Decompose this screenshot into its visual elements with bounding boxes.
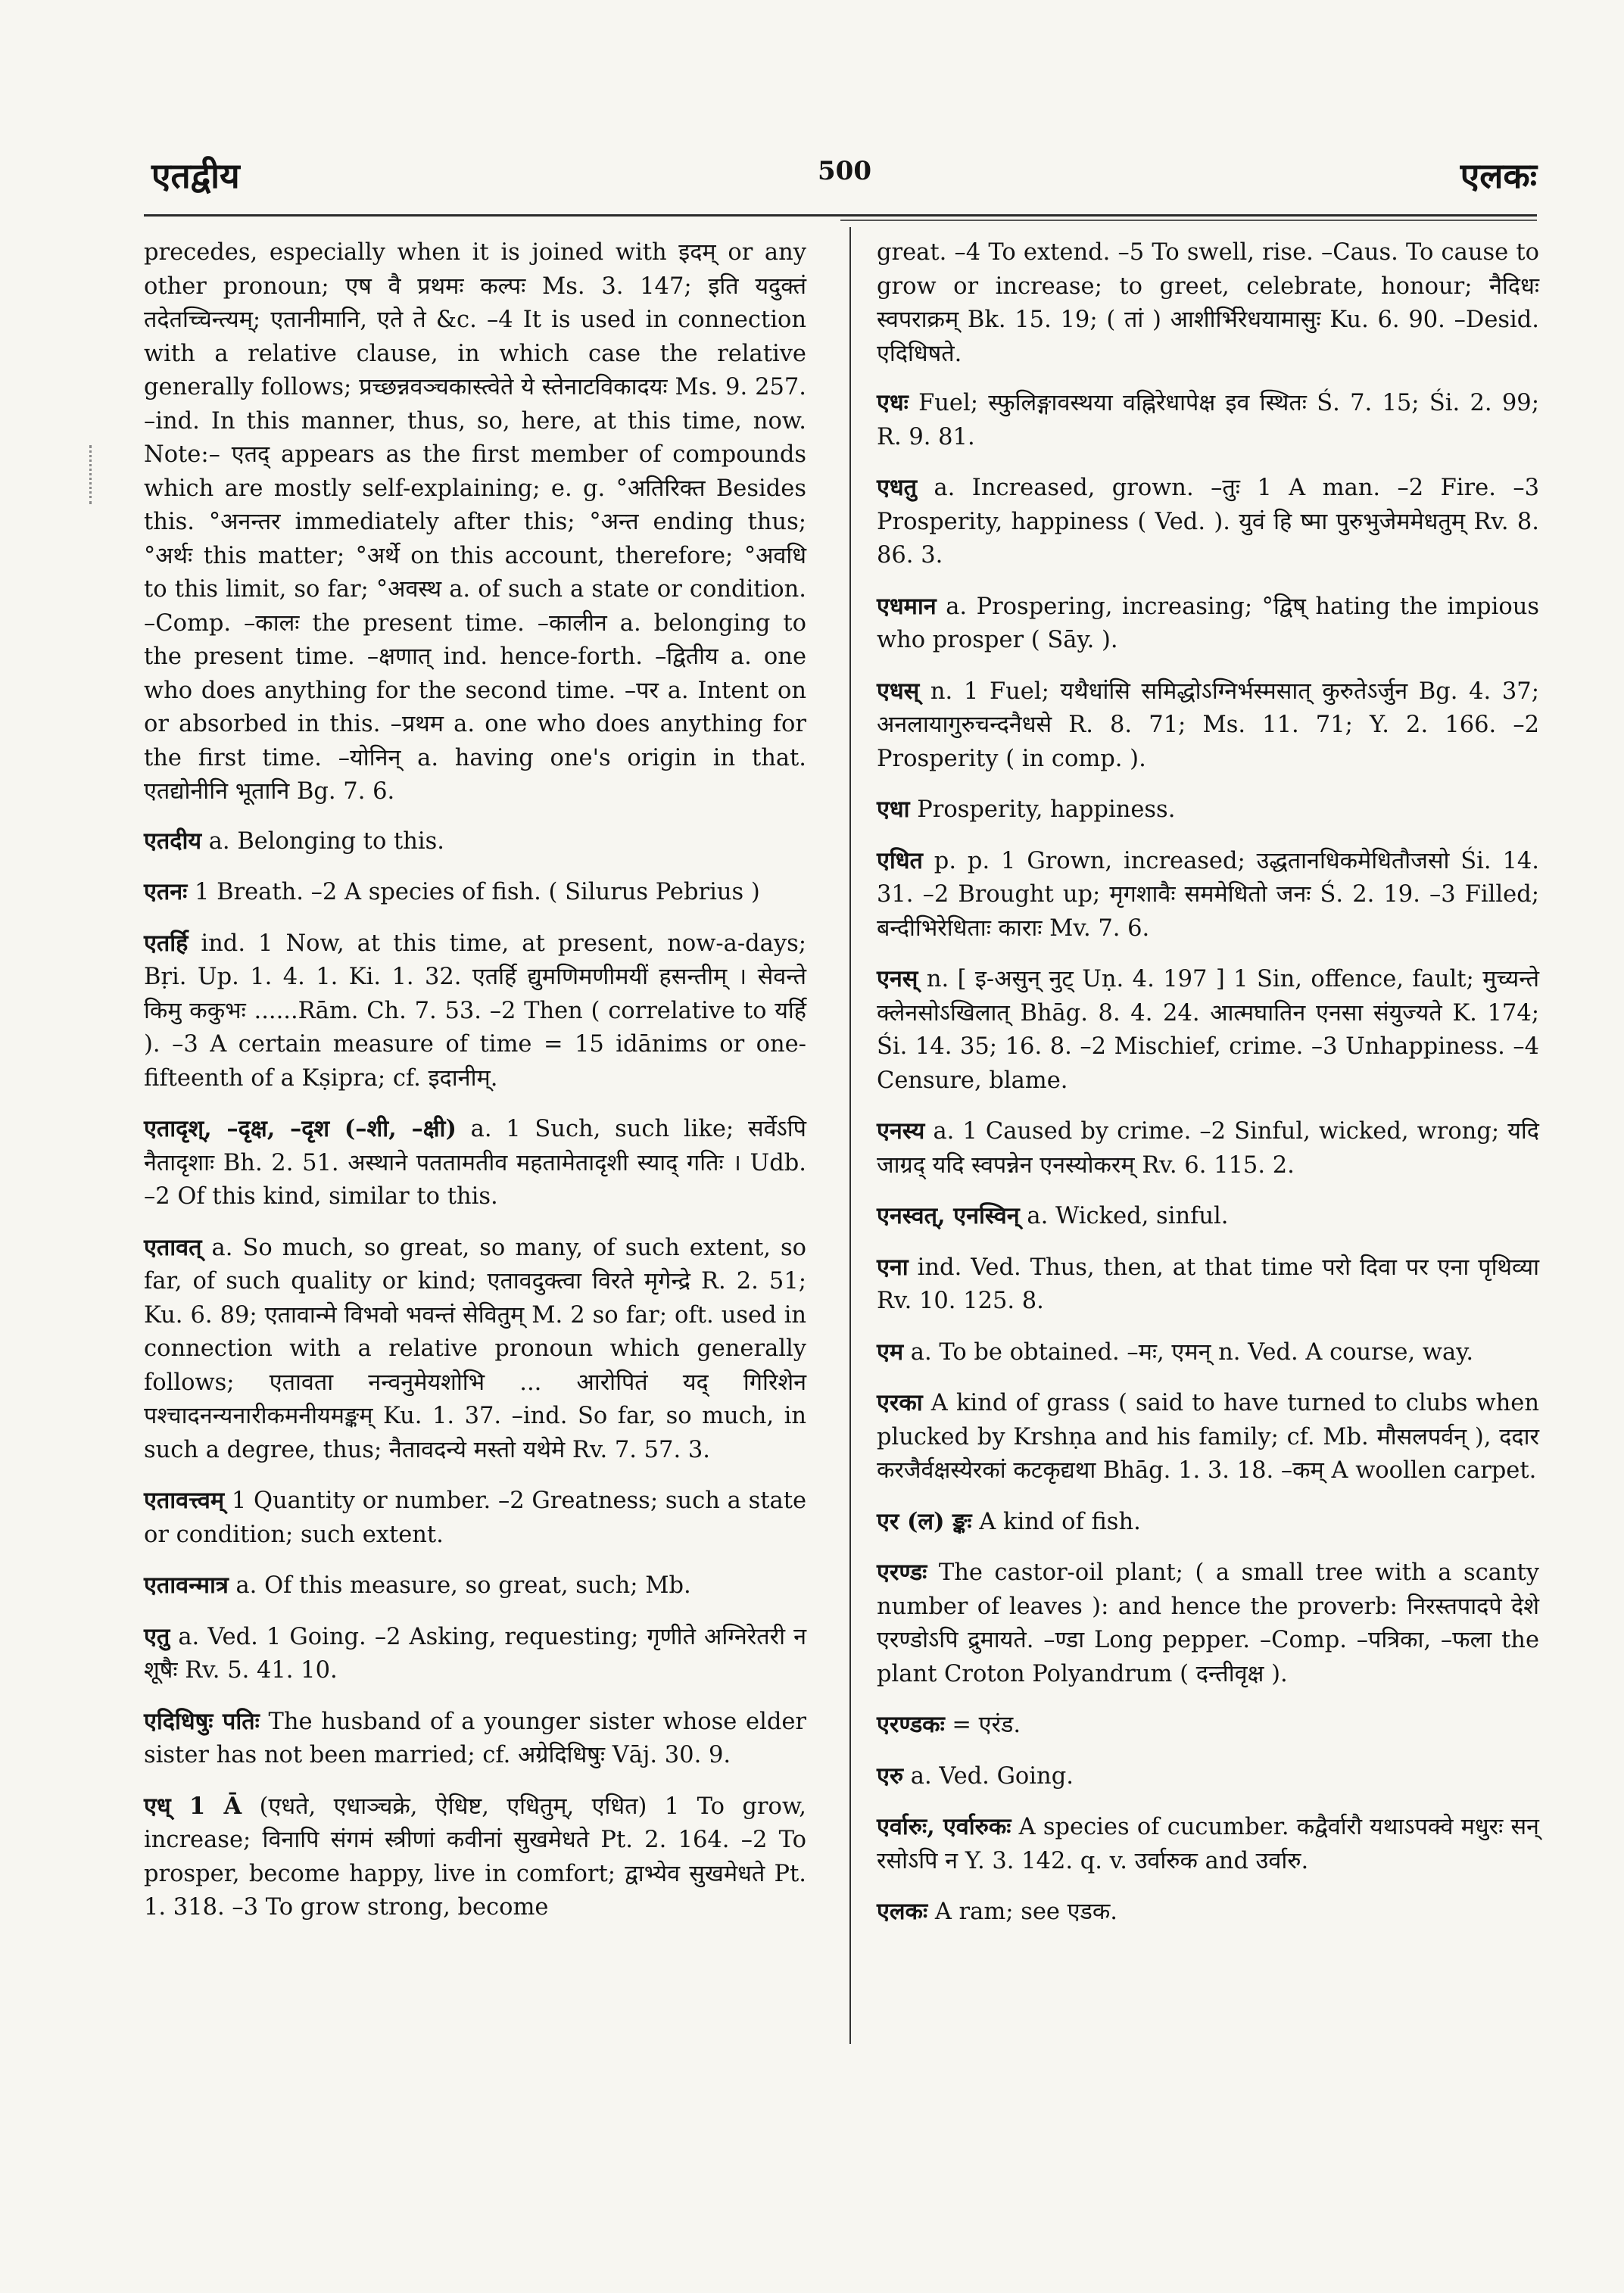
entry-paragraph	[144, 875, 806, 910]
page-header	[144, 151, 1537, 204]
dictionary-entry	[877, 1199, 1539, 1234]
entry-headword: एधः	[877, 389, 909, 416]
entry-paragraph	[877, 1505, 1539, 1540]
dictionary-entry	[877, 675, 1539, 777]
entry-headword: एरका	[877, 1389, 923, 1416]
entry-definition: a. 1 Caused by crime. –2 Sinful, wicked, wrong; यदि जाग्रद् यदि स्वपन्नेन एनस्योकरम् Rv. 6. 115. 2.	[877, 1118, 1539, 1179]
entry-paragraph	[144, 1620, 806, 1688]
continuation-text: precedes, especially when it is joined with इदम् or any other pronoun; एष वै प्रथमः कल्पः Ms. 3. 147; इति यदुक्तं तदेतच्चिन्त्यम्; एतानीमानि, एते ते &c. –4 It is used in connection with a relative clause, in which case the relative generally follows; प्रच्छन्नवञ्चकास्त्वेते ये स्तेनाटविकादयः Ms. 9. 257. –ind. In this manner, thus, so, here, at this time, now. Note:– एतद् appears as the first member of compounds which are mostly self-explaining; e. g. °अतिरिक्त Besides this. °अनन्तर immediately after this; °अन्त ending thus; °अर्थः this matter; °अर्थे on this account, therefore; °अवधि to this limit, so far; °अवस्थ a. of such a state or condition. –Comp. –कालः the present time. –कालीन a. belonging to the present time. –क्षणात् ind. hence-forth. –द्वितीय a. one who does anything for the second time. –पर a. Intent on or absorbed in this. –प्रथम a. one who does anything for the first time. –योनिन् a. having one's origin in that. एतद्योनीनि भूतानि Bg. 7. 6.	[144, 239, 806, 805]
entry-headword: एतनः	[144, 878, 188, 905]
entry-headword: एधा	[877, 796, 910, 823]
entry-paragraph	[144, 1484, 806, 1552]
dictionary-entry	[877, 1556, 1539, 1691]
entry-definition: The husband of a younger sister whose elder sister has not been married; cf. अग्रेदिधिषुः Vāj. 30. 9.	[144, 1708, 807, 1768]
entry-paragraph	[877, 471, 1539, 573]
entry-headword: एतावत्	[144, 1233, 202, 1261]
entry-paragraph	[877, 1199, 1539, 1234]
entry-paragraph	[144, 1112, 806, 1214]
dictionary-entry	[877, 1895, 1539, 1930]
entry-definition: a. Ved. 1 Going. –2 Asking, requesting; गृणीते अग्निरेतरी न शूषैः Rv. 5. 41. 10.	[144, 1623, 806, 1684]
entry-paragraph	[877, 1386, 1539, 1488]
entry-definition: A ram; see एडक.	[927, 1899, 1117, 1925]
entry-paragraph	[877, 1251, 1539, 1319]
dictionary-entry	[144, 927, 806, 1096]
entry-headword: एधतु	[877, 474, 918, 501]
dictionary-entry	[144, 1112, 806, 1214]
entry-headword: एतावन्मात्र	[144, 1572, 229, 1599]
dictionary-entry	[877, 1505, 1539, 1540]
dictionary-entry	[877, 471, 1539, 573]
entry-definition: Prosperity, happiness.	[909, 796, 1176, 823]
entry-headword: एधस्	[877, 677, 920, 705]
entry-headword: एतावत्त्वम्	[144, 1487, 225, 1514]
dictionary-entry	[877, 590, 1539, 658]
entry-headword: एधमान	[877, 592, 937, 620]
entry-definition: n. 1 Fuel; यथैधांसि समिद्धोऽग्निर्भस्मसात् कुरुतेऽर्जुन Bg. 4. 37; अनलायागुरुचन्दनैधसे R. 8. 71; Ms. 11. 71; Y. 2. 166. –2 Prosperity ( in comp. ).	[877, 678, 1539, 772]
dictionary-entry	[877, 844, 1539, 946]
entry-paragraph	[877, 793, 1539, 827]
entry-headword: एतु	[144, 1622, 170, 1650]
entry-headword: एर (ल) ङ्कः	[877, 1507, 972, 1535]
entry-paragraph	[144, 1705, 806, 1773]
entry-paragraph	[144, 1231, 806, 1468]
left-entries	[144, 824, 806, 1925]
continuation-text: great. –4 To extend. –5 To swell, rise. –Caus. To cause to grow or increase; to greet, celebrate, honour; नैदिधः स्वपराक्रम् Bk. 15. 19; ( तां ) आशीर्भिरेधयामासुः Ku. 6. 90. –Desid. एदिधिषते.	[877, 239, 1539, 367]
dictionary-entry	[877, 793, 1539, 827]
entry-definition: a. 1 Such, such like; सर्वेऽपि नैतादृशाः Bh. 2. 51. अस्थाने पततामतीव महतामेतादृशी स्याद् गतिः । Udb. –2 Of this kind, similar to this.	[144, 1116, 806, 1210]
entry-definition: Fuel; स्फुलिङ्गावस्थया वह्निरेधापेक्ष इव स्थितः Ś. 7. 15; Śi. 2. 99; R. 9. 81.	[877, 390, 1539, 450]
dictionary-entry	[144, 1231, 806, 1468]
entry-definition: a. Of this measure, so great, such; Mb.	[228, 1572, 691, 1599]
dictionary-entry	[877, 1251, 1539, 1319]
entry-headword: एर्वारुः, एर्वारुकः	[877, 1813, 1011, 1840]
entry-definition: a. Ved. Going.	[903, 1762, 1074, 1790]
entry-definition: a. So much, so great, so many, of such extent, so far, of such quality or kind; एतावदुक्त्वा विरते मृगेन्द्रे R. 2. 51; Ku. 6. 89; एतावान्मे विभवो भवन्तं सेवितुम् M. 2 so far; oft. used in connection with a relative pronoun which generally follows; एतावता नन्वनुमेयशोभि ... आरोपितं यद् गिरिशेन पश्चादनन्यनारीकमनीयमङ्कम् Ku. 1. 37. –ind. So far, so much, in such a degree, thus; नैतावदन्ये मस्तो यथेमे Rv. 7. 57. 3.	[144, 1234, 806, 1463]
entry-definition: The castor-oil plant; ( a small tree with a scanty number of leaves ): and hence the proverb: निरस्तपादपे देशे एरण्डोऽपि द्रुमायते. –ण्डा Long pepper. –Comp. –पत्रिका, –फला the plant Croton Polyandrum ( दन्तीवृक्ष ).	[877, 1559, 1539, 1687]
entry-definition: ind. Ved. Thus, then, at that time परो दिवा पर एना पृथिव्या Rv. 10. 125. 8.	[877, 1254, 1539, 1314]
entry-definition: A kind of fish.	[971, 1508, 1141, 1535]
entry-definition: a. Increased, grown. –तुः 1 A man. –2 Fire. –3 Prosperity, happiness ( Ved. ). युवं हि ष्मा पुरुभुजेममेधतुम् Rv. 8. 86. 3.	[877, 475, 1539, 569]
entry-definition: p. p. 1 Grown, increased; उद्धतानधिकमेधितौजसो Śi. 14. 31. –2 Brought up; मृगशावैः सममेधितो जनः Ś. 2. 19. –3 Filled; बन्दीभिरेधिताः काराः Mv. 7. 6.	[877, 847, 1539, 942]
right-guide-word: एलकः	[1460, 155, 1537, 196]
entry-headword: एनस्य	[877, 1117, 925, 1145]
entry-headword: एलकः	[877, 1898, 928, 1925]
header-rule	[144, 214, 1537, 217]
entry-definition: n. [ इ-असुन् नुट् Uṇ. 4. 197 ] 1 Sin, offence, fault; मुच्यन्ते क्लेनसोऽखिलात् Bhāg. 8. 4. 24. आत्मघातिन एनसा संयुज्यते K. 174; Śi. 14. 35; 16. 8. –2 Mischief, crime. –3 Unhappiness. –4 Censure, blame.	[877, 966, 1539, 1094]
page-number: 500	[818, 156, 871, 186]
dictionary-entry	[144, 1620, 806, 1688]
left-column	[144, 236, 806, 1942]
dictionary-entry	[877, 1810, 1539, 1878]
entry-paragraph	[144, 1790, 806, 1925]
entry-definition: 1 Quantity or number. –2 Greatness; such a state or condition; such extent.	[144, 1488, 806, 1548]
entry-definition: ind. 1 Now, at this time, at present, now-a-days; Bṛi. Up. 1. 4. 1. Ki. 1. 32. एतर्हि द्युमणिमणीमयीं हसन्तीम् । सेवन्ते किमु ककुभः ......Rām. Ch. 7. 53. –2 Then ( correlative to यर्हि ). –3 A certain measure of time = 15 idānims or one-fifteenth of a Kṣipra; cf. इदानीम्.	[144, 930, 806, 1092]
entry-paragraph	[877, 962, 1539, 1098]
column-divider	[849, 227, 851, 2044]
entry-paragraph	[877, 1114, 1539, 1182]
margin-mark	[89, 445, 95, 504]
entry-paragraph	[877, 386, 1539, 454]
left-guide-word: एतद्वीय	[151, 155, 240, 196]
entry-definition: a. Belonging to this.	[201, 827, 444, 855]
entry-paragraph	[144, 824, 806, 859]
entry-headword: एध् 1 Ā	[144, 1792, 242, 1820]
dictionary-entry	[144, 824, 806, 859]
entry-definition: = एरंड.	[944, 1712, 1021, 1738]
header-rule-secondary	[840, 220, 1537, 221]
entry-definition: a. To be obtained. –मः, एमन् n. Ved. A course, way.	[903, 1338, 1474, 1366]
dictionary-entry	[144, 1569, 806, 1603]
entry-paragraph	[877, 1708, 1539, 1743]
entry-headword: एनस्वत्, एनस्विन्	[877, 1202, 1020, 1229]
dictionary-entry	[877, 1335, 1539, 1370]
dictionary-entry	[877, 1114, 1539, 1182]
dictionary-entry	[144, 1484, 806, 1552]
dictionary-entry	[144, 1790, 806, 1925]
entry-definition: A kind of grass ( said to have turned to clubs when plucked by Krshṇa and his family; cf. Mb. मौसलपर्वन् ), ददार करजैर्वक्षस्येरकां कटकृद्यथा Bhāg. 1. 3. 18. –कम् A woollen carpet.	[877, 1390, 1539, 1484]
entry-paragraph	[877, 1759, 1539, 1794]
entry-headword: एतादृश्, –दृक्ष, –दृश (–शी, –क्षी)	[144, 1115, 457, 1142]
entry-definition: (एधते, एधाञ्चक्रे, ऐधिष्ट, एधितुम्, एधित) 1 To grow, increase; विनापि संगमं स्त्रीणां कवीनां सुखमेधते Pt. 2. 164. –2 To prosper, become happy, live in comfort; द्वाभ्येव सुखमेधते Pt. 1. 318. –3 To grow strong, become	[144, 1793, 806, 1921]
dictionary-entry	[144, 875, 806, 910]
entry-headword: एतर्हि	[144, 929, 189, 957]
dictionary-entry	[877, 1708, 1539, 1743]
entry-definition: a. Prospering, increasing; °द्विष् hating the impious who prosper ( Sāy. ).	[877, 593, 1539, 653]
entry-paragraph	[877, 844, 1539, 946]
entry-headword: एना	[877, 1253, 909, 1281]
entry-headword: एरण्डकः	[877, 1711, 945, 1738]
dictionary-entry	[877, 386, 1539, 454]
entry-paragraph	[877, 1335, 1539, 1370]
entry-headword: एम	[877, 1338, 904, 1366]
entry-paragraph	[877, 590, 1539, 658]
entry-paragraph	[144, 1569, 806, 1603]
entry-headword: एधित	[877, 846, 923, 874]
entry-paragraph	[877, 675, 1539, 777]
entry-definition: 1 Breath. –2 A species of fish. ( Silurus Pebrius )	[187, 879, 760, 905]
entry-paragraph	[144, 927, 806, 1096]
entry-headword: एरु	[877, 1762, 904, 1790]
entry-definition: A species of cucumber. कद्वैर्वारौ यथाऽपक्वे मधुरः सन् रसोऽपि न Y. 3. 142. q. v. उर्वारुक and उर्वारु.	[877, 1814, 1539, 1874]
entry-headword: एनस्	[877, 965, 918, 992]
entry-paragraph	[877, 1895, 1539, 1930]
dictionary-entry	[144, 1705, 806, 1773]
dictionary-entry	[877, 962, 1539, 1098]
entry-headword: एदिधिषुः पतिः	[144, 1707, 260, 1735]
right-entries	[877, 386, 1539, 1930]
dictionary-entry	[877, 1386, 1539, 1488]
dictionary-entry	[877, 1759, 1539, 1794]
entry-definition: a. Wicked, sinful.	[1019, 1203, 1229, 1229]
entry-headword: एतदीय	[144, 827, 202, 855]
entry-paragraph	[877, 1556, 1539, 1691]
right-column	[877, 236, 1539, 1946]
entry-paragraph	[877, 1810, 1539, 1878]
entry-headword: एरण्डः	[877, 1559, 927, 1586]
